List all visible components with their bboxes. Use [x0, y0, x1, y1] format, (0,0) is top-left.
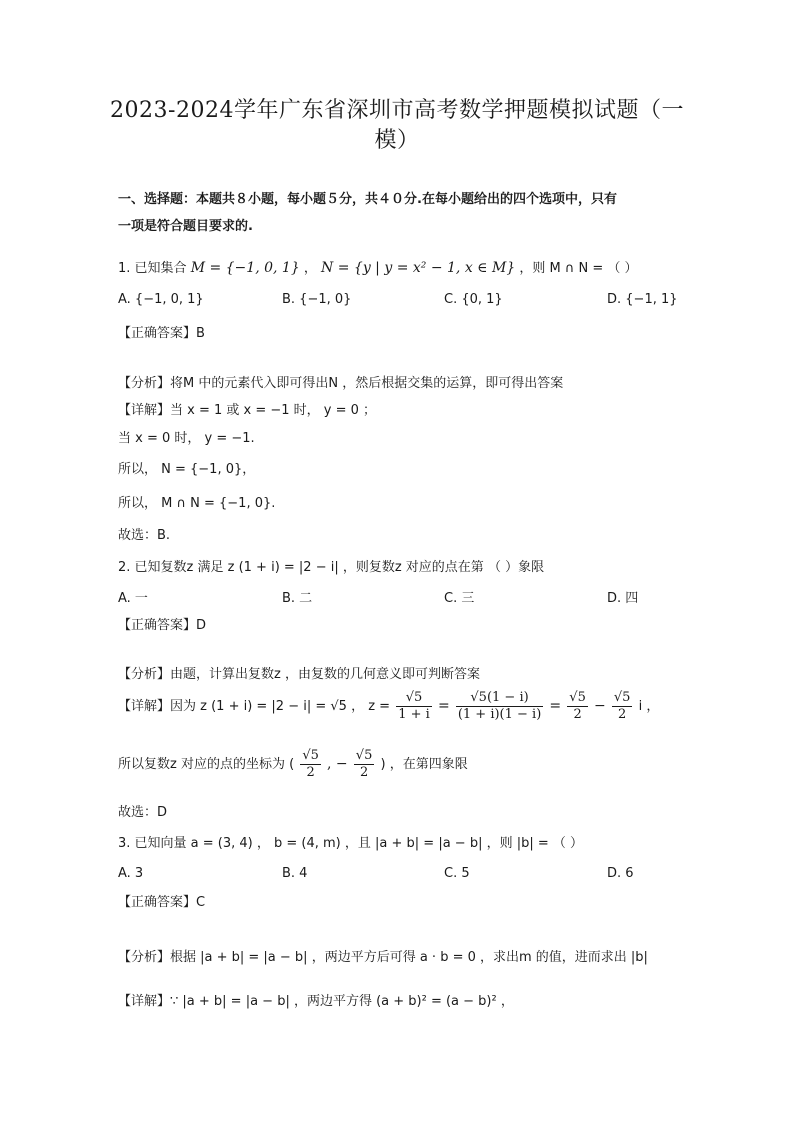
q2-coordinate-line — [118, 748, 468, 781]
q2-detail-prefix: 【详解】因为 z (1 + i) = |2 − i| = √5 ， z = — [118, 699, 391, 714]
q2-minus: − — [594, 698, 606, 714]
q2-coord-fraction-1-den: 2 — [306, 765, 315, 780]
q2-fraction-4 — [612, 690, 633, 723]
q3-analysis: 【分析】根据 |a + b| = |a − b| ，两边平方后可得 a · b = 0 ，求出m 的值，进而求出 |b| — [118, 950, 648, 965]
q1-choice-b: B. {−1, 0} — [282, 292, 352, 307]
q2-choice-d: D. 四 — [607, 591, 639, 606]
q2-fraction-1-num: √5 — [396, 690, 432, 707]
q2-choice-c: C. 三 — [444, 591, 475, 606]
q3-choice-b: B. 4 — [282, 866, 308, 881]
q3-choice-a: A. 3 — [118, 866, 144, 881]
q2-detail-equation — [118, 690, 659, 723]
page-title — [110, 96, 684, 156]
q1-separator: ， — [303, 261, 317, 276]
q2-fraction-1 — [396, 690, 432, 723]
q2-fraction-2-den: (1 + i)(1 − i) — [457, 707, 542, 722]
q2-coord-separator: , − — [327, 756, 348, 772]
q2-coord-suffix: ) ，在第四象限 — [380, 757, 468, 772]
q2-fraction-2-num: √5(1 − i) — [456, 690, 543, 707]
q2-equals-1: = — [437, 698, 450, 714]
q2-choice-b: B. 二 — [282, 591, 313, 606]
q3-answer: 【正确答案】C — [118, 895, 206, 910]
q2-conclusion: 故选：D — [118, 805, 168, 820]
q1-detail-2: 当 x = 0 时， y = −1. — [118, 431, 255, 446]
q2-answer: 【正确答案】D — [118, 618, 207, 633]
q1-analysis: 【分析】将M 中的元素代入即可得出N ，然后根据交集的运算，即可得出答案 — [118, 376, 564, 391]
q2-fraction-1-den: 1 + i — [398, 707, 430, 722]
question-2-stem: 2. 已知复数z 满足 z (1 + i) = |2 − i| ，则复数z 对应的点在第 （ ）象限 — [118, 560, 545, 575]
title-line-2: 模） — [374, 128, 420, 153]
q1-choice-c: C. {0, 1} — [444, 292, 503, 307]
q2-fraction-2 — [456, 690, 543, 723]
q1-suffix: ，则 M ∩ N = （ ） — [519, 261, 638, 276]
q2-fraction-3 — [567, 690, 588, 723]
q1-answer: 【正确答案】B — [118, 326, 205, 341]
q2-detail-tail: i ， — [638, 699, 660, 714]
question-3-stem: 3. 已知向量 a = (3, 4) ， b = (4, m) ，且 |a + b| = |a − b| ，则 |b| = （ ） — [118, 836, 584, 851]
q1-detail-3: 所以， N = {−1, 0}， — [118, 462, 256, 477]
q2-analysis: 【分析】由题，计算出复数z ，由复数的几何意义即可判断答案 — [118, 667, 480, 682]
q1-detail-4: 所以， M ∩ N = {−1, 0}. — [118, 496, 276, 511]
q2-coord-fraction-2-num: √5 — [355, 748, 373, 763]
title-line-1: 2023-2024学年广东省深圳市高考数学押题模拟试题（一 — [110, 98, 684, 123]
section-heading-line-1: 一、选择题：本题共８小题，每小题５分，共４０分.在每小题给出的四个选项中，只有 — [118, 192, 617, 207]
q2-coord-fraction-1 — [300, 748, 321, 781]
q1-choice-a: A. {−1, 0, 1} — [118, 292, 204, 307]
q3-detail: 【详解】∵ |a + b| = |a − b| ，两边平方得 (a + b)² = (a − b)² ， — [118, 994, 514, 1009]
q1-detail-1: 【详解】当 x = 1 或 x = −1 时， y = 0 ； — [118, 403, 377, 418]
q1-choice-d: D. {−1, 1} — [607, 292, 678, 307]
q2-equals-2: = — [549, 698, 562, 714]
q2-fraction-3-num: √5 — [569, 690, 586, 705]
q2-coord-prefix: 所以复数z 对应的点的坐标为 ( — [118, 757, 295, 772]
q1-conclusion: 故选：B. — [118, 528, 171, 543]
q1-prefix: 1. 已知集合 — [118, 261, 187, 276]
q2-coord-fraction-2 — [354, 748, 375, 781]
q2-choice-a: A. 一 — [118, 591, 148, 606]
q3-choice-d: D. 6 — [607, 866, 634, 881]
q2-coord-fraction-2-den: 2 — [359, 765, 369, 780]
q3-choice-c: C. 5 — [444, 866, 470, 881]
q2-coord-fraction-1-num: √5 — [302, 748, 319, 763]
q1-set-m: M = {−1, 0, 1} — [190, 260, 300, 276]
q2-fraction-4-num: √5 — [613, 690, 631, 705]
section-heading-line-2: 一项是符合题目要求的. — [118, 219, 253, 234]
question-1-stem — [118, 257, 638, 276]
q1-set-n: N = {y | y = x² − 1, x ∈ M} — [321, 260, 516, 276]
q2-fraction-4-den: 2 — [618, 707, 627, 722]
q2-fraction-3-den: 2 — [573, 707, 582, 722]
